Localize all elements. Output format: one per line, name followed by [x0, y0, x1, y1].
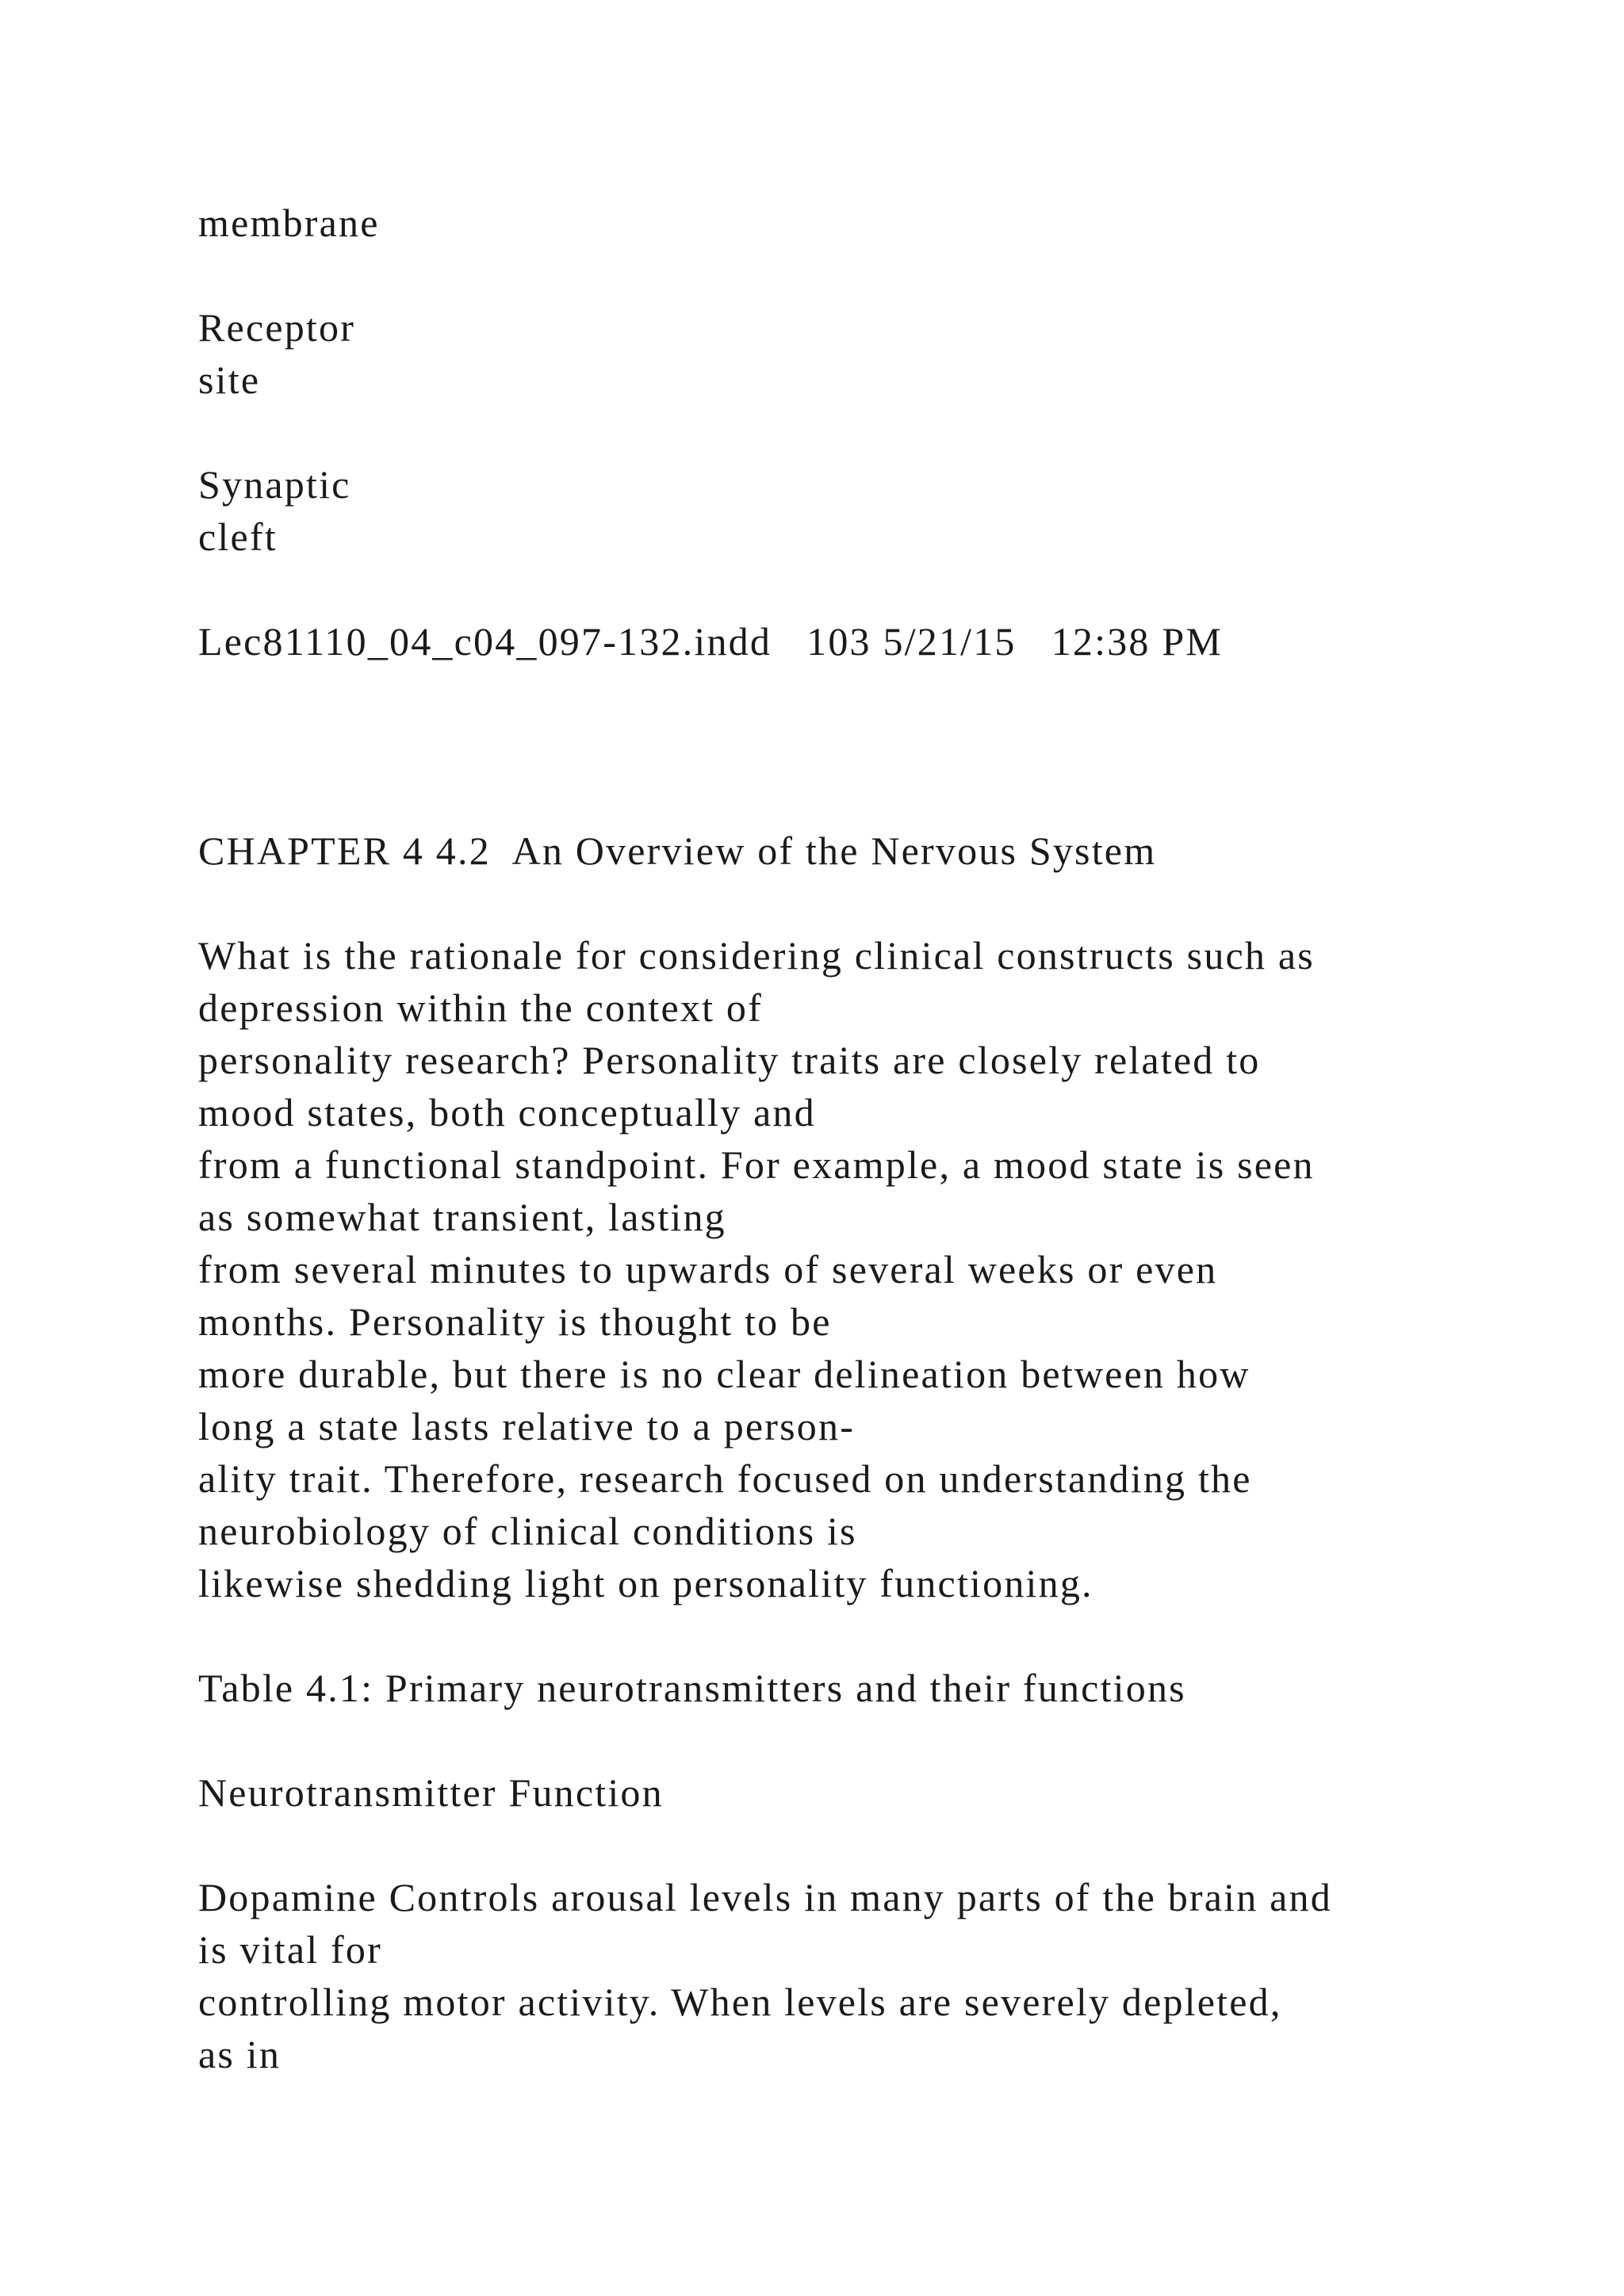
body-text-line: as somewhat transient, lasting — [198, 1195, 726, 1239]
table-row-text: as in — [198, 2032, 282, 2076]
body-text-line: depression within the context of — [198, 985, 763, 1030]
body-text-line: from a functional standpoint. For example, a mood state is seen — [198, 1142, 1315, 1187]
body-text-line: neurobiology of clinical conditions is — [198, 1509, 857, 1553]
body-text-line: more durable, but there is no clear delineation between how — [198, 1352, 1251, 1396]
figure-label-site: site — [198, 358, 261, 402]
table-header: Neurotransmitter Function — [198, 1770, 664, 1815]
figure-label-membrane: membrane — [198, 201, 380, 245]
body-text-line: personality research? Personality traits are closely related to — [198, 1038, 1261, 1082]
table-row-text: controlling motor activity. When levels are severely depleted, — [198, 1980, 1282, 2024]
body-text-line: mood states, both conceptually and — [198, 1090, 816, 1135]
file-info-line: Lec81110_04_c04_097-132.indd 103 5/21/15 12:38 PM — [198, 619, 1223, 664]
figure-label-cleft: cleft — [198, 515, 278, 559]
table-caption: Table 4.1: Primary neurotransmitters and their functions — [198, 1666, 1186, 1710]
body-text-line: likewise shedding light on personality functioning. — [198, 1561, 1094, 1605]
body-text-line: ality trait. Therefore, research focused on understanding the — [198, 1456, 1252, 1501]
table-row-text: is vital for — [198, 1927, 382, 1972]
body-text-line: from several minutes to upwards of several weeks or even — [198, 1247, 1218, 1292]
table-row-text: Dopamine Controls arousal levels in many parts of the brain and — [198, 1875, 1332, 1919]
chapter-heading: CHAPTER 4 4.2 An Overview of the Nervous System — [198, 828, 1157, 873]
figure-label-receptor: Receptor — [198, 305, 356, 350]
figure-label-synaptic: Synaptic — [198, 462, 351, 507]
body-text-line: What is the rationale for considering clinical constructs such as — [198, 933, 1315, 978]
body-text-line: months. Personality is thought to be — [198, 1299, 832, 1344]
body-text-line: long a state lasts relative to a person- — [198, 1404, 856, 1448]
